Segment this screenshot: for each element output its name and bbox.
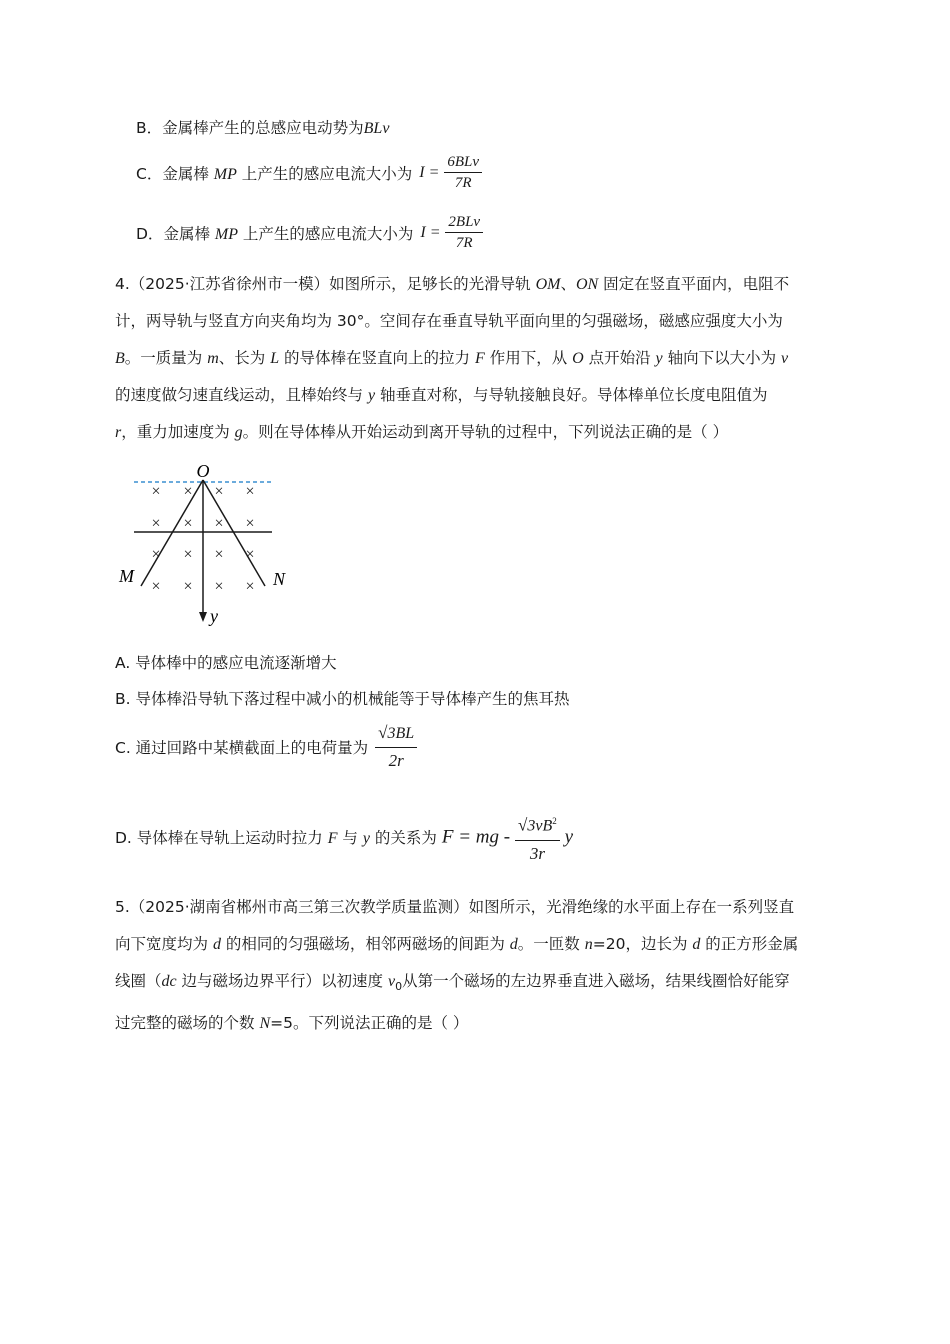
fraction-numerator: $√3vB^2$ <box>515 808 560 841</box>
math-variable: v <box>387 973 396 990</box>
text-run: 、长为 <box>218 349 271 367</box>
label-o: O <box>196 461 210 481</box>
fraction-numerator: √3BL <box>375 720 417 748</box>
question-5-stem <box>115 889 837 1042</box>
text-run: 的速度做匀速直线运动，且棒始终与 <box>115 386 368 404</box>
text-run: 过完整的磁场的个数 <box>115 1014 260 1033</box>
text-run: 作用下，从 <box>484 349 573 367</box>
option-label: C． <box>136 164 163 183</box>
text-run: 边与磁场边界平行）以初速度 <box>176 972 388 990</box>
text-line <box>115 963 837 1005</box>
q3-option-b <box>136 116 389 138</box>
q3-option-d <box>136 212 483 253</box>
field-cross: × <box>245 578 255 595</box>
formula-fraction <box>445 212 483 253</box>
formula-fraction <box>444 152 482 193</box>
field-cross: × <box>151 546 161 563</box>
math-variable: r <box>115 424 122 441</box>
option-text: 金属棒 <box>162 164 214 183</box>
field-cross: × <box>151 483 161 500</box>
formula-lhs: F = mg - <box>441 826 511 848</box>
field-cross: × <box>183 578 193 595</box>
label-n: N <box>273 569 286 589</box>
y-axis-arrow <box>199 612 207 622</box>
math-variable: L <box>270 350 280 367</box>
field-cross: × <box>245 515 255 532</box>
math-variable: N <box>259 1015 271 1033</box>
text-line <box>115 340 837 377</box>
formula-lhs: I = <box>419 163 440 181</box>
numerator-text: 3BL <box>387 725 415 742</box>
option-text: 上产生的感应电流大小为 <box>236 164 413 183</box>
math-variable: y <box>655 350 663 367</box>
option-var: MP <box>214 225 238 243</box>
math-variable: dc <box>161 973 177 990</box>
field-cross: × <box>245 546 255 563</box>
option-var: MP <box>213 165 237 183</box>
text-run: 的相同的匀强磁场，相邻两磁场的间距为 <box>220 935 510 953</box>
q3-option-c <box>136 152 482 193</box>
fraction-denominator: 2r <box>388 751 404 770</box>
option-label: B． <box>136 119 163 137</box>
q4-option-b: B. 导体棒沿导轨下落过程中减小的机械能等于导体棒产生的焦耳热 <box>115 690 570 708</box>
text-run: 轴向下以大小为 <box>662 349 782 367</box>
option-var: F <box>327 830 338 848</box>
q4-option-a: A. 导体棒中的感应电流逐渐增大 <box>115 654 337 672</box>
option-text: D. 导体棒在导轨上运动时拉力 <box>115 829 328 848</box>
math-variable: OM <box>535 276 561 293</box>
question-4-stem <box>115 266 837 451</box>
option-text: 金属棒 <box>163 224 215 243</box>
field-cross: × <box>183 483 193 500</box>
math-variable: d <box>212 936 221 953</box>
text-run: 计，两导轨与竖直方向夹角均为 30°。空间存在垂直导轨平面向里的匀强磁场，磁感应强度大小为 <box>115 312 783 330</box>
text-line <box>115 266 837 303</box>
math-variable: n <box>584 936 593 953</box>
text-run: 的正方形金属 <box>700 935 799 953</box>
field-cross: × <box>151 578 161 595</box>
option-text: 上产生的感应电流大小为 <box>237 224 414 243</box>
text-run: 向下宽度均为 <box>115 935 213 953</box>
rail-diagram-svg <box>110 458 310 630</box>
formula-tail: y <box>564 826 574 848</box>
math-variable: m <box>207 350 219 367</box>
option-text: C. 通过回路中某横截面上的电荷量为 <box>115 739 369 757</box>
text-run: 。一质量为 <box>124 349 208 367</box>
text-line <box>115 1005 837 1042</box>
option-text: 的关系为 <box>369 829 437 848</box>
text-line <box>115 926 837 963</box>
text-line <box>115 303 837 340</box>
label-m: M <box>119 566 134 586</box>
math-variable: B <box>115 350 125 367</box>
math-variable: F <box>474 350 485 367</box>
q4-option-c <box>115 720 417 774</box>
field-cross: × <box>151 515 161 532</box>
text-run: 5.（2025·湖南省郴州市高三第三次教学质量监测）如图所示，光滑绝缘的水平面上存在一系列竖直 <box>115 898 795 916</box>
rail-om <box>141 480 203 586</box>
rail-on <box>203 480 265 586</box>
field-cross: × <box>183 515 193 532</box>
q4-option-d <box>115 808 573 867</box>
math-subscript: 0 <box>395 980 403 994</box>
text-run: ，重力加速度为 <box>121 423 235 441</box>
text-run: 固定在竖直平面内，电阻不 <box>598 275 790 293</box>
option-label: D． <box>136 224 164 243</box>
formula-fraction <box>375 720 417 774</box>
formula-lhs: I = <box>420 223 441 241</box>
text-run: 4.（2025·江苏省徐州市一模）如图所示，足够长的光滑导轨 <box>115 275 536 293</box>
label-y: y <box>210 606 218 626</box>
fraction-denominator: 7R <box>455 235 473 251</box>
math-variable: g <box>234 424 243 441</box>
field-cross: × <box>214 515 224 532</box>
math-variable: ON <box>576 276 599 293</box>
math-variable: d <box>509 936 518 953</box>
math-variable: v <box>781 350 789 367</box>
option-var: y <box>362 830 370 848</box>
fraction-denominator: 3r <box>529 843 545 863</box>
option-text: 与 <box>337 829 363 848</box>
text-run: =20，边长为 <box>592 935 693 953</box>
rail-diagram <box>110 458 310 630</box>
math-variable: y <box>367 387 376 404</box>
text-run: 。则在导体棒从开始运动到离开导轨的过程中，下列说法正确的是（ ） <box>242 423 729 441</box>
text-line <box>115 414 837 451</box>
field-cross: × <box>214 546 224 563</box>
text-run: 轴垂直对称，与导轨接触良好。导体棒单位长度电阻值为 <box>375 386 768 404</box>
field-cross: × <box>214 578 224 595</box>
text-run: 的导体棒在竖直向上的拉力 <box>279 349 475 367</box>
fraction-numerator: 2BLv <box>445 212 483 233</box>
math-variable: d <box>692 936 701 953</box>
numerator-text: 3vB <box>527 817 553 835</box>
fraction-numerator: 6BLv <box>444 152 482 173</box>
fraction-denominator: 7R <box>454 175 472 191</box>
text-run: 、 <box>560 275 576 293</box>
text-run: 。一匝数 <box>517 935 585 953</box>
text-run: 线圈（ <box>115 972 162 990</box>
option-math: BLv <box>363 120 390 137</box>
field-cross: × <box>214 483 224 500</box>
field-cross: × <box>245 483 255 500</box>
formula-fraction <box>515 808 560 867</box>
text-line <box>115 377 837 414</box>
option-text: 金属棒产生的总感应电动势为 <box>162 119 364 137</box>
text-line <box>115 889 837 926</box>
text-run: 从第一个磁场的左边界垂直进入磁场，结果线圈恰好能穿 <box>402 972 790 990</box>
text-run: =5。下列说法正确的是（ ） <box>270 1014 469 1033</box>
text-run: 点开始沿 <box>583 349 656 367</box>
math-variable: O <box>572 350 584 367</box>
field-cross: × <box>183 546 193 563</box>
numerator-superscript: 2 <box>552 816 557 826</box>
